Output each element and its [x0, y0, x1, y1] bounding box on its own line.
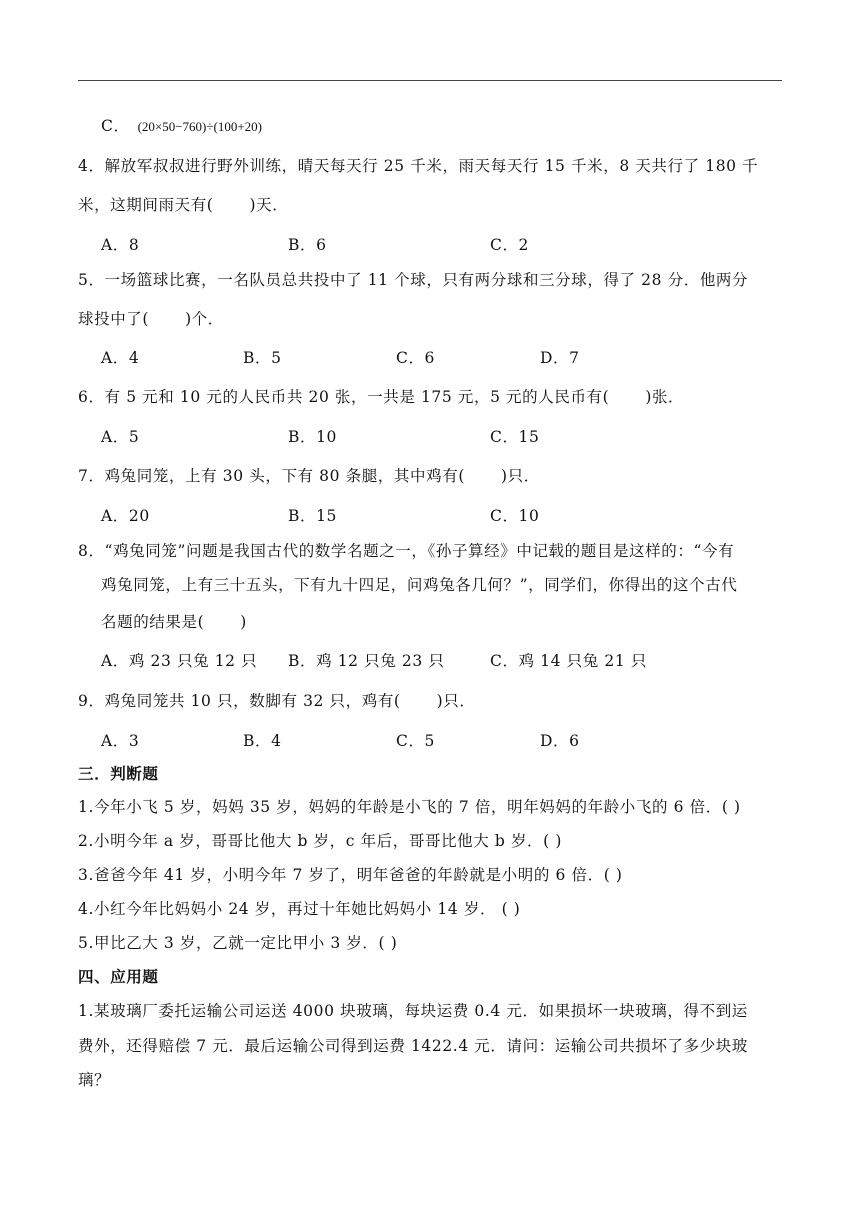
judge-item-4: 4.小红今年比妈妈小 24 岁，再过十年她比妈妈小 14 岁． ( ): [78, 900, 521, 918]
q4-option-a: A．8: [101, 236, 140, 254]
section-3-title: 三．判断题: [78, 764, 159, 783]
section-4-title: 四、应用题: [78, 967, 159, 986]
judge-item-2: 2.小明今年 a 岁，哥哥比他大 b 岁，c 年后，哥哥比他大 b 岁．( ): [78, 832, 562, 850]
q6-option-a: A．5: [101, 428, 140, 446]
q4-line-2: 米，这期间雨天有( )天．: [78, 196, 289, 214]
q9-option-d: D．6: [540, 732, 580, 750]
q6-line-1: 6．有 5 元和 10 元的人民币共 20 张，一共是 175 元，5 元的人民币有( )张．: [78, 388, 685, 406]
q9-option-c: C．5: [396, 732, 436, 750]
q7-option-b: B．15: [288, 507, 338, 525]
header-rule: [78, 80, 782, 81]
q4-option-c: C．2: [490, 236, 530, 254]
q5-line-1: 5．一场篮球比赛，一名队员总共投中了 11 个球，只有两分球和三分球，得了 28 分．他两分: [78, 271, 749, 289]
q7-option-c: C．10: [490, 507, 540, 525]
q9-option-a: A．3: [101, 732, 140, 750]
judge-item-1: 1.今年小飞 5 岁，妈妈 35 岁，妈妈的年龄是小飞的 7 倍，明年妈妈的年龄小飞的 6 倍．( ): [78, 798, 741, 816]
q5-option-a: A．4: [101, 349, 140, 367]
q8-line-2: 鸡兔同笼，上有三十五头，下有九十四足，问鸡兔各几何？”，同学们，你得出的这个古代: [101, 576, 738, 594]
q6-option-c: C．15: [490, 428, 540, 446]
q5-option-d: D．7: [540, 349, 580, 367]
q6-option-b: B．10: [288, 428, 338, 446]
app-q1-line-3: 璃？: [78, 1071, 111, 1089]
app-q1-line-1: 1.某玻璃厂委托运输公司运送 4000 块玻璃，每块运费 0.4 元．如果损坏一块玻璃，得不到运: [78, 1002, 748, 1020]
q7-option-a: A．20: [101, 507, 150, 525]
q8-option-c: C．鸡 14 只兔 21 只: [490, 652, 647, 670]
q3-option-c-label: C．: [101, 117, 130, 135]
q4-line-1: 4．解放军叔叔进行野外训练，晴天每天行 25 千米，雨天每天行 15 千米，8 天共行了 180 千: [78, 157, 759, 175]
q8-line-1: 8．“鸡兔同笼”问题是我国古代的数学名题之一，《孙子算经》中记载的题目是这样的：“今有: [78, 542, 735, 560]
q5-option-c: C．6: [396, 349, 436, 367]
q5-line-2: 球投中了( )个．: [78, 310, 224, 328]
q9-option-b: B．4: [243, 732, 282, 750]
judge-item-5: 5.甲比乙大 3 岁，乙就一定比甲小 3 岁．( ): [78, 934, 398, 952]
q3-option-c-expression: (20×50−760)÷(100+20): [137, 119, 263, 134]
q7-line-1: 7．鸡兔同笼，上有 30 头，下有 80 条腿，其中鸡有( )只．: [78, 467, 540, 485]
q3-option-c: [101, 116, 262, 137]
q5-option-b: B．5: [243, 349, 282, 367]
q8-line-3: 名题的结果是( ): [101, 613, 247, 631]
q8-option-b: B．鸡 12 只兔 23 只: [288, 652, 445, 670]
q4-option-b: B．6: [288, 236, 327, 254]
q8-option-a: A．鸡 23 只兔 12 只: [101, 652, 258, 670]
judge-item-3: 3.爸爸今年 41 岁，小明今年 7 岁了，明年爸爸的年龄就是小明的 6 倍．( ): [78, 866, 623, 884]
q9-line-1: 9．鸡兔同笼共 10 只，数脚有 32 只，鸡有( )只．: [78, 692, 476, 710]
app-q1-line-2: 费外，还得赔偿 7 元．最后运输公司得到运费 1422.4 元．请问：运输公司共损坏了多少块玻: [78, 1037, 749, 1055]
